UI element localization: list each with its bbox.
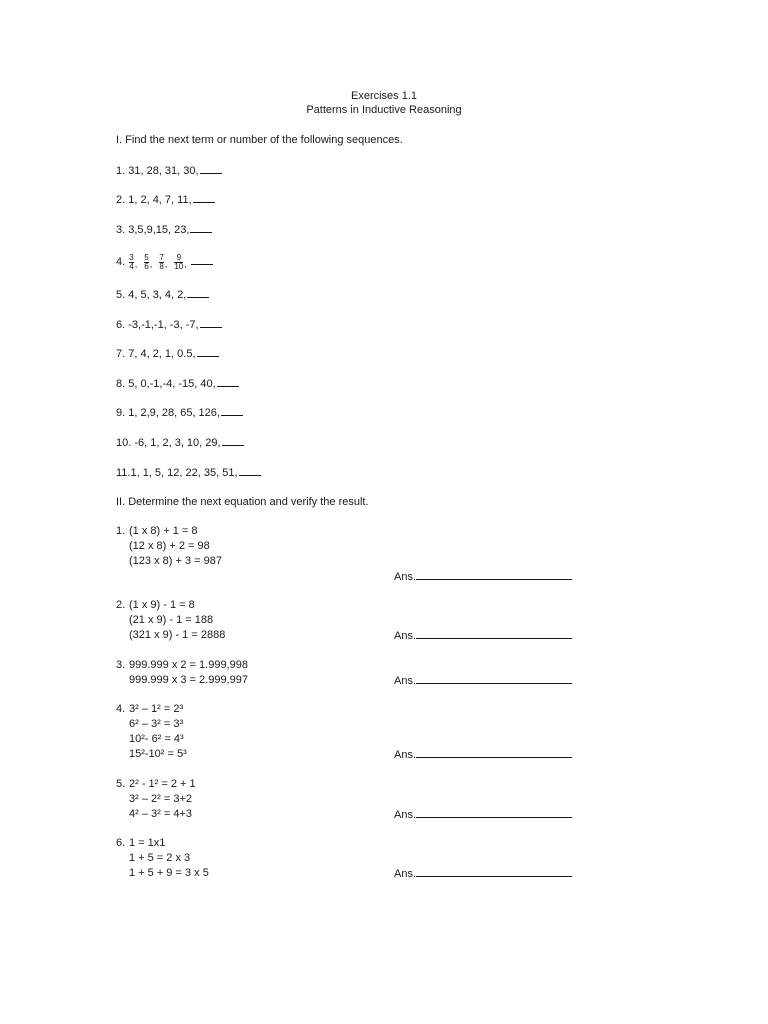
answer-line xyxy=(416,866,572,877)
fraction: $\frac{5}{6}$ xyxy=(144,252,149,271)
answer-line xyxy=(416,569,572,580)
problem-number: 3. xyxy=(116,659,126,671)
answer-line xyxy=(416,628,572,639)
answer-field: Ans. xyxy=(394,628,572,643)
part1-heading: I. Find the next term or number of the following sequences. xyxy=(116,134,403,146)
equation-line: 999.999 x 3 = 2.999,997 xyxy=(129,674,248,686)
sequence-item-4: 4. $\frac{3}{4}$ , $\frac{5}{6}$ , $\frac{7}{8}$ , $\frac{9}{10}$ , xyxy=(116,253,213,273)
sequence-item-10: 10. -6, 1, 2, 3, 10, 29, xyxy=(116,436,244,450)
sequence-item-3: 3. 3,5,9,15, 23, xyxy=(116,223,212,237)
equation-line: (1 x 9) - 1 = 8 xyxy=(129,599,195,611)
answer-field: Ans. xyxy=(394,747,572,762)
answer-field: Ans. xyxy=(394,673,572,688)
equation-line: 999.999 x 2 = 1.999,998 xyxy=(129,659,248,671)
answer-field: Ans. xyxy=(394,569,572,584)
fraction: $\frac{9}{10}$ xyxy=(174,252,184,271)
sequence-item-2: 2. 1, 2, 4, 7, 11, xyxy=(116,193,215,207)
sequence-item-6: 6. -3,-1,-1, -3, -7, xyxy=(116,318,222,332)
answer-blank xyxy=(197,347,219,357)
answer-field: Ans. xyxy=(394,807,572,822)
answer-blank xyxy=(193,193,215,203)
equation-line: 10²- 6² = 4³ xyxy=(129,733,184,745)
answer-field: Ans. xyxy=(394,866,572,881)
sequence-item-11: 11.1, 1, 5, 12, 22, 35, 51, xyxy=(116,466,261,480)
sequence-item-5: 5. 4, 5, 3, 4, 2, xyxy=(116,288,209,302)
equation-line: 15²-10² = 5³ xyxy=(129,748,187,760)
answer-blank xyxy=(222,436,244,446)
equation-line: 1 + 5 = 2 x 3 xyxy=(129,852,191,864)
fraction: $\frac{7}{8}$ xyxy=(159,252,164,271)
sequence-item-7: 7. 7, 4, 2, 1, 0.5, xyxy=(116,347,219,361)
answer-blank xyxy=(200,318,222,328)
answer-blank xyxy=(200,164,222,174)
equation-line: 1 = 1x1 xyxy=(129,837,166,849)
fraction: $\frac{3}{4}$ xyxy=(129,252,134,271)
answer-blank xyxy=(190,223,212,233)
answer-line xyxy=(416,673,572,684)
answer-blank xyxy=(187,288,209,298)
answer-line xyxy=(416,807,572,818)
problem-number: 6. xyxy=(116,837,126,849)
answer-blank xyxy=(239,466,261,476)
worksheet-title: Exercises 1.1 xyxy=(350,90,418,102)
equation-line: (12 x 8) + 2 = 98 xyxy=(129,540,210,552)
equation-line: 3² – 2² = 3+2 xyxy=(129,793,192,805)
answer-line xyxy=(416,747,572,758)
equation-line: 1 + 5 + 9 = 3 x 5 xyxy=(129,867,209,879)
equation-line: 4² – 3² = 4+3 xyxy=(129,808,192,820)
sequence-item-8: 8. 5, 0,-1,-4, -15, 40, xyxy=(116,377,239,391)
answer-blank xyxy=(191,255,213,265)
equation-line: (1 x 8) + 1 = 8 xyxy=(129,525,198,537)
equation-line: (321 x 9) - 1 = 2888 xyxy=(129,629,226,641)
equation-line: (123 x 8) + 3 = 987 xyxy=(129,555,222,567)
problem-number: 1. xyxy=(116,525,126,537)
equation-line: (21 x 9) - 1 = 188 xyxy=(129,614,214,626)
sequence-item-9: 9. 1, 2,9, 28, 65, 126, xyxy=(116,406,243,420)
answer-blank xyxy=(221,406,243,416)
equation-line: 3² – 1² = 2³ xyxy=(129,703,184,715)
problem-number: 5. xyxy=(116,778,126,790)
problem-number: 2. xyxy=(116,599,126,611)
equation-line: 6² – 3² = 3³ xyxy=(129,718,184,730)
problem-number: 4. xyxy=(116,703,126,715)
worksheet-subtitle: Patterns in Inductive Reasoning xyxy=(306,104,462,116)
part2-heading: II. Determine the next equation and verify the result. xyxy=(116,496,369,508)
sequence-item-1: 1. 31, 28, 31, 30, xyxy=(116,164,222,178)
equation-line: 2² - 1² = 2 + 1 xyxy=(129,778,196,790)
answer-blank xyxy=(217,377,239,387)
